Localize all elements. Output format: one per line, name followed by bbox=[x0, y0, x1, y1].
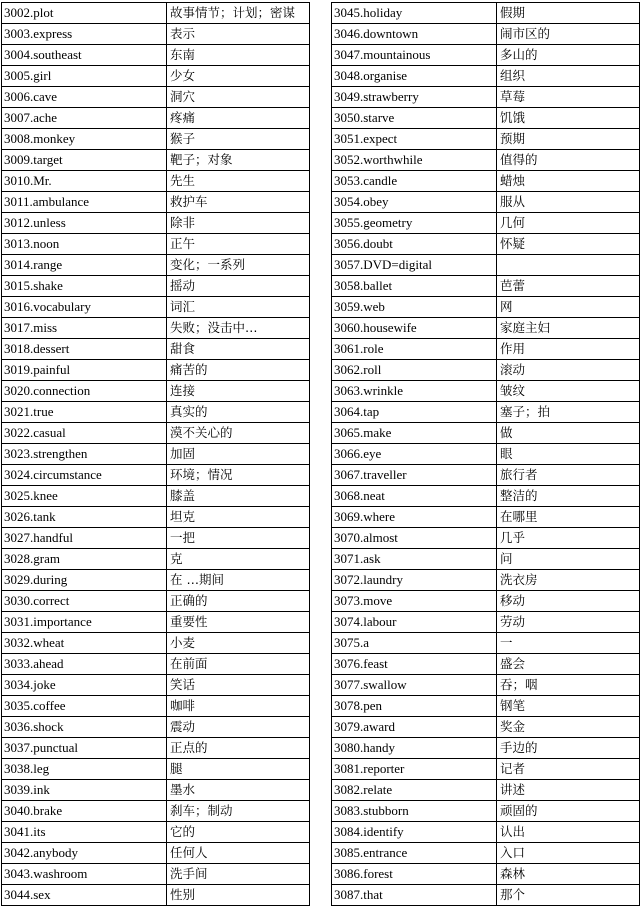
table-row bbox=[332, 444, 640, 465]
word-cell: 3029.during bbox=[2, 570, 167, 591]
table-row bbox=[332, 276, 640, 297]
word-cell: 3015.shake bbox=[2, 276, 167, 297]
table-row bbox=[332, 591, 640, 612]
word-cell: 3014.range bbox=[2, 255, 167, 276]
word-cell: 3005.girl bbox=[2, 66, 167, 87]
table-row bbox=[332, 24, 640, 45]
table-row bbox=[2, 759, 310, 780]
table-row bbox=[2, 822, 310, 843]
meaning-cell: 做 bbox=[497, 423, 640, 444]
meaning-cell: 克 bbox=[167, 549, 310, 570]
table-row bbox=[2, 507, 310, 528]
word-cell: 3042.anybody bbox=[2, 843, 167, 864]
table-row bbox=[2, 3, 310, 24]
meaning-cell: 墨水 bbox=[167, 780, 310, 801]
meaning-cell: 值得的 bbox=[497, 150, 640, 171]
word-cell: 3018.dessert bbox=[2, 339, 167, 360]
meaning-cell: 钢笔 bbox=[497, 696, 640, 717]
table-row bbox=[2, 696, 310, 717]
meaning-cell: 咖啡 bbox=[167, 696, 310, 717]
table-row bbox=[332, 171, 640, 192]
table-row bbox=[2, 780, 310, 801]
word-cell: 3012.unless bbox=[2, 213, 167, 234]
word-cell: 3003.express bbox=[2, 24, 167, 45]
word-cell: 3072.laundry bbox=[332, 570, 497, 591]
meaning-cell: 记者 bbox=[497, 759, 640, 780]
meaning-cell: 甜食 bbox=[167, 339, 310, 360]
word-cell: 3002.plot bbox=[2, 3, 167, 24]
meaning-cell: 怀疑 bbox=[497, 234, 640, 255]
word-cell: 3062.roll bbox=[332, 360, 497, 381]
meaning-cell: 饥饿 bbox=[497, 108, 640, 129]
table-row bbox=[2, 24, 310, 45]
table-row bbox=[332, 45, 640, 66]
meaning-cell: 家庭主妇 bbox=[497, 318, 640, 339]
table-row bbox=[2, 360, 310, 381]
table-row bbox=[2, 108, 310, 129]
word-cell: 3024.circumstance bbox=[2, 465, 167, 486]
table-row bbox=[332, 738, 640, 759]
table-row bbox=[332, 885, 640, 906]
word-cell: 3076.feast bbox=[332, 654, 497, 675]
meaning-cell: 旅行者 bbox=[497, 465, 640, 486]
meaning-cell: 靶子；对象 bbox=[167, 150, 310, 171]
word-cell: 3006.cave bbox=[2, 87, 167, 108]
meaning-cell bbox=[497, 255, 640, 276]
word-cell: 3077.swallow bbox=[332, 675, 497, 696]
word-cell: 3037.punctual bbox=[2, 738, 167, 759]
meaning-cell: 服从 bbox=[497, 192, 640, 213]
meaning-cell: 那个 bbox=[497, 885, 640, 906]
word-cell: 3048.organise bbox=[332, 66, 497, 87]
word-cell: 3080.handy bbox=[332, 738, 497, 759]
meaning-cell: 连接 bbox=[167, 381, 310, 402]
table-row bbox=[332, 717, 640, 738]
table-row bbox=[332, 108, 640, 129]
meaning-cell: 少女 bbox=[167, 66, 310, 87]
table-row bbox=[2, 675, 310, 696]
word-cell: 3031.importance bbox=[2, 612, 167, 633]
word-cell: 3010.Mr. bbox=[2, 171, 167, 192]
meaning-cell: 皱纹 bbox=[497, 381, 640, 402]
word-cell: 3026.tank bbox=[2, 507, 167, 528]
meaning-cell: 小麦 bbox=[167, 633, 310, 654]
meaning-cell: 疼痛 bbox=[167, 108, 310, 129]
meaning-cell: 蜡烛 bbox=[497, 171, 640, 192]
meaning-cell: 洗衣房 bbox=[497, 570, 640, 591]
word-cell: 3067.traveller bbox=[332, 465, 497, 486]
word-cell: 3066.eye bbox=[332, 444, 497, 465]
word-cell: 3022.casual bbox=[2, 423, 167, 444]
table-row bbox=[2, 150, 310, 171]
meaning-cell: 先生 bbox=[167, 171, 310, 192]
meaning-cell: 整洁的 bbox=[497, 486, 640, 507]
word-cell: 3051.expect bbox=[332, 129, 497, 150]
meaning-cell: 在前面 bbox=[167, 654, 310, 675]
meaning-cell: 草莓 bbox=[497, 87, 640, 108]
meaning-cell: 网 bbox=[497, 297, 640, 318]
vocab-table-left-body bbox=[2, 3, 310, 906]
meaning-cell: 一 bbox=[497, 633, 640, 654]
word-cell: 3052.worthwhile bbox=[332, 150, 497, 171]
word-cell: 3009.target bbox=[2, 150, 167, 171]
word-cell: 3045.holiday bbox=[332, 3, 497, 24]
word-cell: 3060.housewife bbox=[332, 318, 497, 339]
table-row bbox=[2, 885, 310, 906]
word-cell: 3078.pen bbox=[332, 696, 497, 717]
word-cell: 3070.almost bbox=[332, 528, 497, 549]
meaning-cell: 认出 bbox=[497, 822, 640, 843]
word-cell: 3055.geometry bbox=[332, 213, 497, 234]
word-cell: 3044.sex bbox=[2, 885, 167, 906]
word-cell: 3033.ahead bbox=[2, 654, 167, 675]
meaning-cell: 失败；没击中… bbox=[167, 318, 310, 339]
table-row bbox=[332, 255, 640, 276]
table-row bbox=[332, 759, 640, 780]
table-row bbox=[2, 654, 310, 675]
table-row bbox=[2, 213, 310, 234]
word-cell: 3020.connection bbox=[2, 381, 167, 402]
meaning-cell: 组织 bbox=[497, 66, 640, 87]
word-cell: 3079.award bbox=[332, 717, 497, 738]
meaning-cell: 多山的 bbox=[497, 45, 640, 66]
meaning-cell: 笑话 bbox=[167, 675, 310, 696]
table-row bbox=[2, 339, 310, 360]
word-cell: 3064.tap bbox=[332, 402, 497, 423]
table-row bbox=[2, 129, 310, 150]
table-row bbox=[2, 528, 310, 549]
table-row bbox=[332, 192, 640, 213]
meaning-cell: 词汇 bbox=[167, 297, 310, 318]
word-cell: 3065.make bbox=[332, 423, 497, 444]
table-row bbox=[2, 297, 310, 318]
table-row bbox=[332, 339, 640, 360]
meaning-cell: 劳动 bbox=[497, 612, 640, 633]
table-row bbox=[2, 549, 310, 570]
meaning-cell: 猴子 bbox=[167, 129, 310, 150]
meaning-cell: 它的 bbox=[167, 822, 310, 843]
table-row bbox=[2, 633, 310, 654]
word-cell: 3030.correct bbox=[2, 591, 167, 612]
table-row bbox=[332, 780, 640, 801]
table-row bbox=[332, 87, 640, 108]
table-row bbox=[332, 633, 640, 654]
meaning-cell: 变化；一系列 bbox=[167, 255, 310, 276]
table-row bbox=[2, 87, 310, 108]
word-cell: 3050.starve bbox=[332, 108, 497, 129]
meaning-cell: 洗手间 bbox=[167, 864, 310, 885]
word-cell: 3021.true bbox=[2, 402, 167, 423]
meaning-cell: 环境；情况 bbox=[167, 465, 310, 486]
meaning-cell: 正点的 bbox=[167, 738, 310, 759]
table-row bbox=[2, 402, 310, 423]
word-cell: 3082.relate bbox=[332, 780, 497, 801]
table-row bbox=[332, 654, 640, 675]
meaning-cell: 顽固的 bbox=[497, 801, 640, 822]
table-row bbox=[332, 129, 640, 150]
table-row bbox=[332, 381, 640, 402]
meaning-cell: 在哪里 bbox=[497, 507, 640, 528]
meaning-cell: 手边的 bbox=[497, 738, 640, 759]
table-row bbox=[332, 297, 640, 318]
table-row bbox=[2, 192, 310, 213]
table-row bbox=[332, 549, 640, 570]
word-cell: 3053.candle bbox=[332, 171, 497, 192]
table-row bbox=[332, 150, 640, 171]
word-cell: 3058.ballet bbox=[332, 276, 497, 297]
table-row bbox=[332, 3, 640, 24]
meaning-cell: 腿 bbox=[167, 759, 310, 780]
meaning-cell: 几乎 bbox=[497, 528, 640, 549]
word-cell: 3036.shock bbox=[2, 717, 167, 738]
meaning-cell: 预期 bbox=[497, 129, 640, 150]
vocab-table-right-body bbox=[332, 3, 640, 906]
meaning-cell: 在 …期间 bbox=[167, 570, 310, 591]
table-row bbox=[332, 801, 640, 822]
word-cell: 3046.downtown bbox=[332, 24, 497, 45]
word-cell: 3039.ink bbox=[2, 780, 167, 801]
table-row bbox=[332, 213, 640, 234]
meaning-cell: 加固 bbox=[167, 444, 310, 465]
word-cell: 3073.move bbox=[332, 591, 497, 612]
meaning-cell: 移动 bbox=[497, 591, 640, 612]
meaning-cell: 坦克 bbox=[167, 507, 310, 528]
meaning-cell: 芭蕾 bbox=[497, 276, 640, 297]
table-row bbox=[2, 486, 310, 507]
word-cell: 3038.leg bbox=[2, 759, 167, 780]
table-row bbox=[332, 423, 640, 444]
meaning-cell: 问 bbox=[497, 549, 640, 570]
vocab-table-left bbox=[1, 2, 310, 906]
table-row bbox=[2, 738, 310, 759]
meaning-cell: 奖金 bbox=[497, 717, 640, 738]
word-cell: 3008.monkey bbox=[2, 129, 167, 150]
table-row bbox=[2, 843, 310, 864]
meaning-cell: 正午 bbox=[167, 234, 310, 255]
meaning-cell: 刹车；制动 bbox=[167, 801, 310, 822]
word-cell: 3054.obey bbox=[332, 192, 497, 213]
meaning-cell: 塞子；拍 bbox=[497, 402, 640, 423]
word-cell: 3057.DVD=digital bbox=[332, 255, 497, 276]
table-row bbox=[2, 381, 310, 402]
meaning-cell: 真实的 bbox=[167, 402, 310, 423]
table-row bbox=[2, 444, 310, 465]
meaning-cell: 除非 bbox=[167, 213, 310, 234]
meaning-cell: 假期 bbox=[497, 3, 640, 24]
word-cell: 3061.role bbox=[332, 339, 497, 360]
table-row bbox=[332, 570, 640, 591]
word-cell: 3025.knee bbox=[2, 486, 167, 507]
table-row bbox=[332, 696, 640, 717]
word-cell: 3047.mountainous bbox=[332, 45, 497, 66]
meaning-cell: 讲述 bbox=[497, 780, 640, 801]
word-cell: 3023.strengthen bbox=[2, 444, 167, 465]
meaning-cell: 吞；咽 bbox=[497, 675, 640, 696]
word-cell: 3068.neat bbox=[332, 486, 497, 507]
table-row bbox=[2, 591, 310, 612]
table-row bbox=[332, 486, 640, 507]
meaning-cell: 作用 bbox=[497, 339, 640, 360]
table-row bbox=[2, 717, 310, 738]
table-row bbox=[2, 465, 310, 486]
word-cell: 3049.strawberry bbox=[332, 87, 497, 108]
word-cell: 3084.identify bbox=[332, 822, 497, 843]
word-cell: 3063.wrinkle bbox=[332, 381, 497, 402]
word-cell: 3071.ask bbox=[332, 549, 497, 570]
meaning-cell: 任何人 bbox=[167, 843, 310, 864]
table-row bbox=[332, 612, 640, 633]
table-row bbox=[332, 66, 640, 87]
meaning-cell: 震动 bbox=[167, 717, 310, 738]
word-cell: 3059.web bbox=[332, 297, 497, 318]
table-row bbox=[2, 423, 310, 444]
table-row bbox=[332, 465, 640, 486]
meaning-cell: 重要性 bbox=[167, 612, 310, 633]
meaning-cell: 救护车 bbox=[167, 192, 310, 213]
meaning-cell: 洞穴 bbox=[167, 87, 310, 108]
word-cell: 3075.a bbox=[332, 633, 497, 654]
table-row bbox=[2, 66, 310, 87]
word-cell: 3035.coffee bbox=[2, 696, 167, 717]
word-cell: 3086.forest bbox=[332, 864, 497, 885]
word-cell: 3034.joke bbox=[2, 675, 167, 696]
table-row bbox=[2, 255, 310, 276]
word-cell: 3040.brake bbox=[2, 801, 167, 822]
word-cell: 3019.painful bbox=[2, 360, 167, 381]
word-cell: 3074.labour bbox=[332, 612, 497, 633]
meaning-cell: 摇动 bbox=[167, 276, 310, 297]
table-row bbox=[332, 528, 640, 549]
table-row bbox=[2, 276, 310, 297]
word-cell: 3041.its bbox=[2, 822, 167, 843]
word-cell: 3081.reporter bbox=[332, 759, 497, 780]
meaning-cell: 闹市区的 bbox=[497, 24, 640, 45]
meaning-cell: 几何 bbox=[497, 213, 640, 234]
word-cell: 3032.wheat bbox=[2, 633, 167, 654]
word-cell: 3043.washroom bbox=[2, 864, 167, 885]
word-cell: 3027.handful bbox=[2, 528, 167, 549]
word-cell: 3016.vocabulary bbox=[2, 297, 167, 318]
word-cell: 3069.where bbox=[332, 507, 497, 528]
table-row bbox=[2, 318, 310, 339]
word-cell: 3087.that bbox=[332, 885, 497, 906]
table-row bbox=[2, 864, 310, 885]
meaning-cell: 表示 bbox=[167, 24, 310, 45]
table-row bbox=[2, 171, 310, 192]
table-row bbox=[2, 234, 310, 255]
word-cell: 3056.doubt bbox=[332, 234, 497, 255]
word-cell: 3007.ache bbox=[2, 108, 167, 129]
table-row bbox=[2, 612, 310, 633]
meaning-cell: 入口 bbox=[497, 843, 640, 864]
word-cell: 3028.gram bbox=[2, 549, 167, 570]
meaning-cell: 性别 bbox=[167, 885, 310, 906]
meaning-cell: 眼 bbox=[497, 444, 640, 465]
meaning-cell: 东南 bbox=[167, 45, 310, 66]
meaning-cell: 膝盖 bbox=[167, 486, 310, 507]
word-cell: 3013.noon bbox=[2, 234, 167, 255]
table-row bbox=[332, 507, 640, 528]
meaning-cell: 漠不关心的 bbox=[167, 423, 310, 444]
table-row bbox=[332, 864, 640, 885]
table-row bbox=[2, 45, 310, 66]
word-cell: 3011.ambulance bbox=[2, 192, 167, 213]
word-cell: 3004.southeast bbox=[2, 45, 167, 66]
table-row bbox=[332, 234, 640, 255]
table-row bbox=[2, 801, 310, 822]
meaning-cell: 痛苦的 bbox=[167, 360, 310, 381]
meaning-cell: 滚动 bbox=[497, 360, 640, 381]
table-row bbox=[332, 402, 640, 423]
word-cell: 3017.miss bbox=[2, 318, 167, 339]
meaning-cell: 盛会 bbox=[497, 654, 640, 675]
table-row bbox=[332, 360, 640, 381]
meaning-cell: 一把 bbox=[167, 528, 310, 549]
meaning-cell: 正确的 bbox=[167, 591, 310, 612]
word-cell: 3083.stubborn bbox=[332, 801, 497, 822]
vocab-table-right bbox=[331, 2, 640, 906]
table-row bbox=[332, 675, 640, 696]
table-row bbox=[2, 570, 310, 591]
table-row bbox=[332, 822, 640, 843]
word-cell: 3085.entrance bbox=[332, 843, 497, 864]
table-row bbox=[332, 843, 640, 864]
meaning-cell: 森林 bbox=[497, 864, 640, 885]
meaning-cell: 故事情节；计划；密谋 bbox=[167, 3, 310, 24]
table-row bbox=[332, 318, 640, 339]
